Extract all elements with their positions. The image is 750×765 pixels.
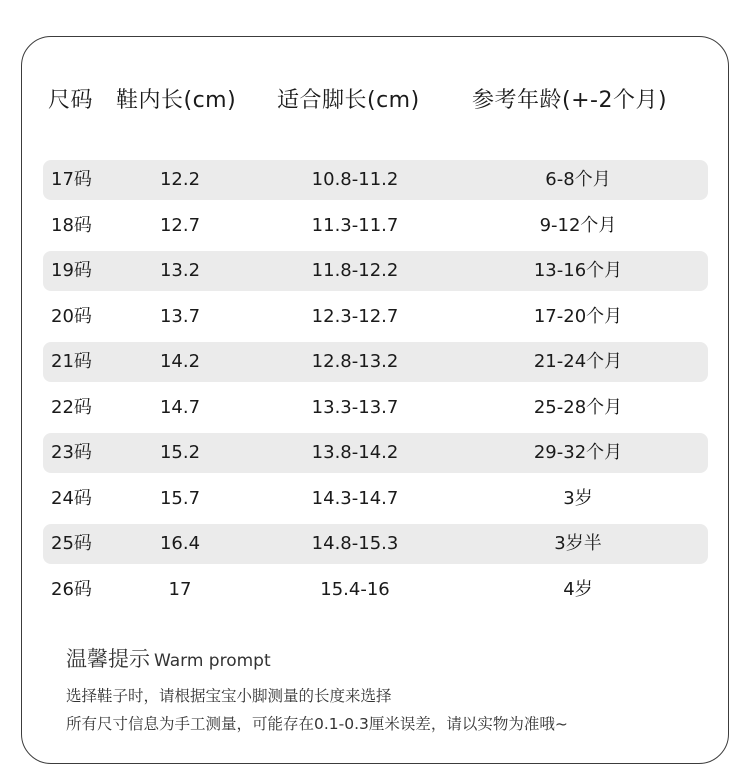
cell-size: 26码 (51, 578, 92, 600)
cell-inner-length: 14.7 (159, 396, 201, 418)
header-foot-length: 适合脚长(cm) (277, 88, 420, 113)
cell-age: 4岁 (563, 578, 593, 600)
header-inner-length: 鞋内长(cm) (116, 88, 237, 113)
cell-inner-length: 17 (168, 578, 192, 600)
prompt-line-1: 选择鞋子时，请根据宝宝小脚测量的长度来选择 (66, 687, 392, 705)
cell-foot-length: 15.4-16 (320, 578, 390, 600)
cell-size: 19码 (51, 260, 92, 281)
table-row (43, 388, 708, 428)
header-age: 参考年龄(+-2个月) (472, 88, 668, 113)
prompt-line-2: 所有尺寸信息为手工测量，可能存在0.1-0.3厘米误差，请以实物为准哦~ (66, 715, 568, 733)
cell-foot-length: 14.3-14.7 (311, 487, 399, 509)
cell-size: 23码 (51, 442, 92, 463)
cell-size: 17码 (51, 169, 92, 190)
cell-inner-length: 15.7 (159, 487, 201, 509)
cell-foot-length: 12.3-12.7 (311, 305, 399, 327)
cell-inner-length: 13.7 (159, 305, 201, 327)
cell-foot-length: 11.3-11.7 (311, 214, 399, 236)
table-row (43, 297, 708, 337)
cell-size: 24码 (51, 487, 92, 509)
table-row (43, 570, 708, 610)
prompt-title-line (66, 644, 568, 676)
cell-foot-length: 11.8-12.2 (311, 260, 399, 281)
cell-inner-length: 15.2 (159, 442, 201, 463)
table-row (43, 479, 708, 519)
warm-prompt (66, 644, 568, 738)
size-table (43, 160, 708, 615)
cell-age: 3岁 (563, 487, 593, 509)
table-row (43, 524, 708, 564)
cell-age: 21-24个月 (533, 351, 623, 372)
cell-size: 18码 (51, 214, 92, 236)
prompt-title-en: Warm prompt (154, 651, 271, 671)
cell-foot-length: 12.8-13.2 (311, 351, 399, 372)
cell-foot-length: 14.8-15.3 (311, 533, 399, 554)
cell-age: 13-16个月 (533, 260, 623, 281)
table-row (43, 160, 708, 200)
cell-age: 6-8个月 (545, 169, 611, 190)
table-row (43, 251, 708, 291)
table-row (43, 342, 708, 382)
table-header (0, 84, 750, 118)
cell-size: 21码 (51, 351, 92, 372)
cell-age: 25-28个月 (533, 396, 623, 418)
cell-inner-length: 14.2 (159, 351, 201, 372)
table-row (43, 433, 708, 473)
cell-inner-length: 16.4 (159, 533, 201, 554)
cell-size: 22码 (51, 396, 92, 418)
cell-foot-length: 10.8-11.2 (311, 169, 399, 190)
cell-age: 29-32个月 (533, 442, 623, 463)
prompt-title: 温馨提示 (66, 647, 150, 671)
cell-size: 25码 (51, 533, 92, 554)
cell-age: 3岁半 (554, 533, 602, 554)
cell-inner-length: 12.7 (159, 214, 201, 236)
header-size: 尺码 (48, 88, 94, 113)
cell-inner-length: 12.2 (159, 169, 201, 190)
cell-foot-length: 13.3-13.7 (311, 396, 399, 418)
cell-inner-length: 13.2 (159, 260, 201, 281)
cell-age: 17-20个月 (533, 305, 623, 327)
cell-foot-length: 13.8-14.2 (311, 442, 399, 463)
table-row (43, 206, 708, 246)
cell-age: 9-12个月 (539, 214, 617, 236)
cell-size: 20码 (51, 305, 92, 327)
